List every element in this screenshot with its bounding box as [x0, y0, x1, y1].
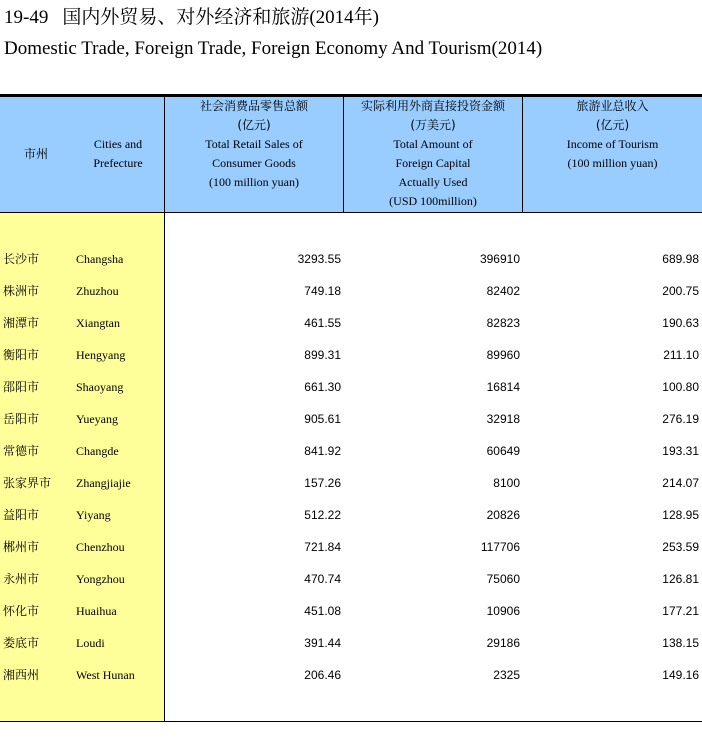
header-tourism-unit-en: (100 million yuan): [567, 156, 658, 170]
table-bottom-rule: [0, 721, 702, 722]
foreign-capital-value: 89960: [486, 348, 520, 362]
foreign-capital-value: 32918: [486, 412, 520, 426]
tourism-income-value: 253.59: [662, 540, 699, 554]
foreign-capital-value: 75060: [486, 572, 520, 586]
foreign-capital-value: 8100: [493, 476, 520, 490]
table-header: [0, 97, 702, 212]
table-row: [0, 659, 702, 691]
header-retail-unit-cn: (亿元): [237, 118, 271, 132]
city-name-cn: 娄底市: [3, 636, 40, 650]
city-name-en: West Hunan: [76, 668, 135, 682]
city-name-en: Hengyang: [76, 348, 126, 362]
foreign-capital-value: 117706: [480, 540, 520, 554]
city-name-cn: 长沙市: [3, 252, 40, 266]
table-row: [0, 627, 702, 659]
foreign-capital-value: 60649: [486, 444, 520, 458]
header-tourism-cn: 旅游业总收入: [576, 99, 649, 113]
table-row: [0, 563, 702, 595]
city-name-en: Yongzhou: [76, 572, 125, 586]
foreign-capital-value: 396910: [479, 252, 520, 266]
tourism-income-value: 211.10: [663, 348, 699, 362]
header-tourism: [523, 97, 702, 173]
retail-sales-value: 470.74: [304, 572, 341, 586]
table-row: [0, 499, 702, 531]
header-retail-cn: 社会消费品零售总额: [199, 99, 308, 113]
header-city-en-line1: Cities and: [93, 137, 143, 151]
city-name-en: Loudi: [76, 636, 105, 650]
city-name-en: Yueyang: [76, 412, 118, 426]
tourism-income-value: 149.16: [662, 668, 699, 682]
table-row: [0, 467, 702, 499]
header-city-cn-text: 市州: [23, 147, 48, 161]
header-tourism-unit-cn: (亿元): [595, 118, 630, 132]
header-fdi-unit-cn: (万美元): [410, 118, 456, 132]
city-name-cn: 湘西州: [3, 668, 40, 682]
city-name-cn: 湘潭市: [3, 316, 40, 330]
header-city-cn: [0, 145, 72, 164]
city-name-en: Zhangjiajie: [76, 476, 131, 490]
table-number: 19-49: [4, 7, 49, 28]
city-name-cn: 株洲市: [3, 284, 40, 298]
city-name-cn: 衡阳市: [3, 348, 40, 362]
foreign-capital-value: 20826: [486, 508, 520, 522]
retail-sales-value: 661.30: [304, 380, 341, 394]
retail-sales-value: 461.55: [304, 316, 341, 330]
retail-sales-value: 451.08: [304, 604, 341, 618]
header-fdi-unit-en: (USD 100million): [389, 194, 477, 208]
city-name-en: Changde: [76, 444, 119, 458]
header-city-en: [72, 135, 164, 173]
tourism-income-value: 138.15: [662, 636, 699, 650]
tourism-income-value: 128.95: [662, 508, 699, 522]
tourism-income-value: 126.81: [662, 572, 699, 586]
data-table: [0, 94, 702, 722]
foreign-capital-value: 29186: [486, 636, 520, 650]
retail-sales-value: 721.84: [304, 540, 341, 554]
table-row: [0, 339, 702, 371]
retail-sales-value: 899.31: [304, 348, 341, 362]
city-name-en: Yiyang: [76, 508, 111, 522]
table-row: [0, 435, 702, 467]
table-title-cn-text: 国内外贸易、对外经济和旅游(2014年): [62, 7, 379, 28]
header-tourism-en1: Income of Tourism: [566, 137, 659, 151]
header-fdi-en1: Total Amount of: [393, 137, 473, 151]
header-retail-en2: Consumer Goods: [212, 156, 296, 170]
table-row: [0, 371, 702, 403]
table-row: [0, 275, 702, 307]
table-title-cn: [4, 6, 379, 30]
city-name-cn: 邵阳市: [3, 380, 40, 394]
header-fdi-en3: Actually Used: [398, 175, 468, 189]
header-retail-unit-en: (100 million yuan): [209, 175, 299, 189]
foreign-capital-value: 16814: [486, 380, 520, 394]
table-row: [0, 307, 702, 339]
table-row: [0, 243, 702, 275]
tourism-income-value: 193.31: [662, 444, 699, 458]
city-name-cn: 益阳市: [3, 508, 40, 522]
tourism-income-value: 689.98: [662, 252, 699, 266]
header-fdi-cn: 实际利用外商直接投资金额: [360, 99, 505, 113]
retail-sales-value: 841.92: [304, 444, 341, 458]
city-name-en: Xiangtan: [76, 316, 120, 330]
tourism-income-value: 100.80: [662, 380, 699, 394]
table-row: [0, 531, 702, 563]
retail-sales-value: 157.26: [304, 476, 341, 490]
retail-sales-value: 905.61: [304, 412, 341, 426]
tourism-income-value: 200.75: [662, 284, 699, 298]
table-title-en: Domestic Trade, Foreign Trade, Foreign Economy And Tourism(2014): [4, 38, 543, 59]
city-name-en: Changsha: [76, 252, 124, 266]
header-fdi: [344, 97, 522, 211]
city-name-cn: 岳阳市: [3, 412, 40, 426]
retail-sales-value: 512.22: [304, 508, 341, 522]
foreign-capital-value: 82402: [486, 284, 520, 298]
header-city-en-line2: Prefecture: [93, 156, 143, 170]
tourism-income-value: 177.21: [662, 604, 699, 618]
city-name-cn: 张家界市: [3, 476, 52, 490]
tourism-income-value: 214.07: [662, 476, 699, 490]
city-name-en: Zhuzhou: [76, 284, 119, 298]
retail-sales-value: 206.46: [304, 668, 341, 682]
city-name-en: Huaihua: [76, 604, 117, 618]
city-name-cn: 永州市: [3, 572, 40, 586]
foreign-capital-value: 10906: [486, 604, 520, 618]
city-name-en: Chenzhou: [76, 540, 125, 554]
table-row: [0, 403, 702, 435]
foreign-capital-value: 82823: [486, 316, 520, 330]
retail-sales-value: 3293.55: [297, 252, 341, 266]
table-row: [0, 595, 702, 627]
retail-sales-value: 749.18: [304, 284, 341, 298]
header-fdi-en2: Foreign Capital: [395, 156, 471, 170]
retail-sales-value: 391.44: [304, 636, 341, 650]
header-retail-en1: Total Retail Sales of: [205, 137, 303, 151]
tourism-income-value: 190.63: [662, 316, 699, 330]
foreign-capital-value: 2325: [493, 668, 520, 682]
header-retail: [165, 97, 343, 192]
city-name-cn: 怀化市: [3, 604, 40, 618]
tourism-income-value: 276.19: [662, 412, 699, 426]
city-name-en: Shaoyang: [76, 380, 124, 394]
city-name-cn: 郴州市: [3, 540, 40, 554]
city-name-cn: 常德市: [3, 444, 40, 458]
